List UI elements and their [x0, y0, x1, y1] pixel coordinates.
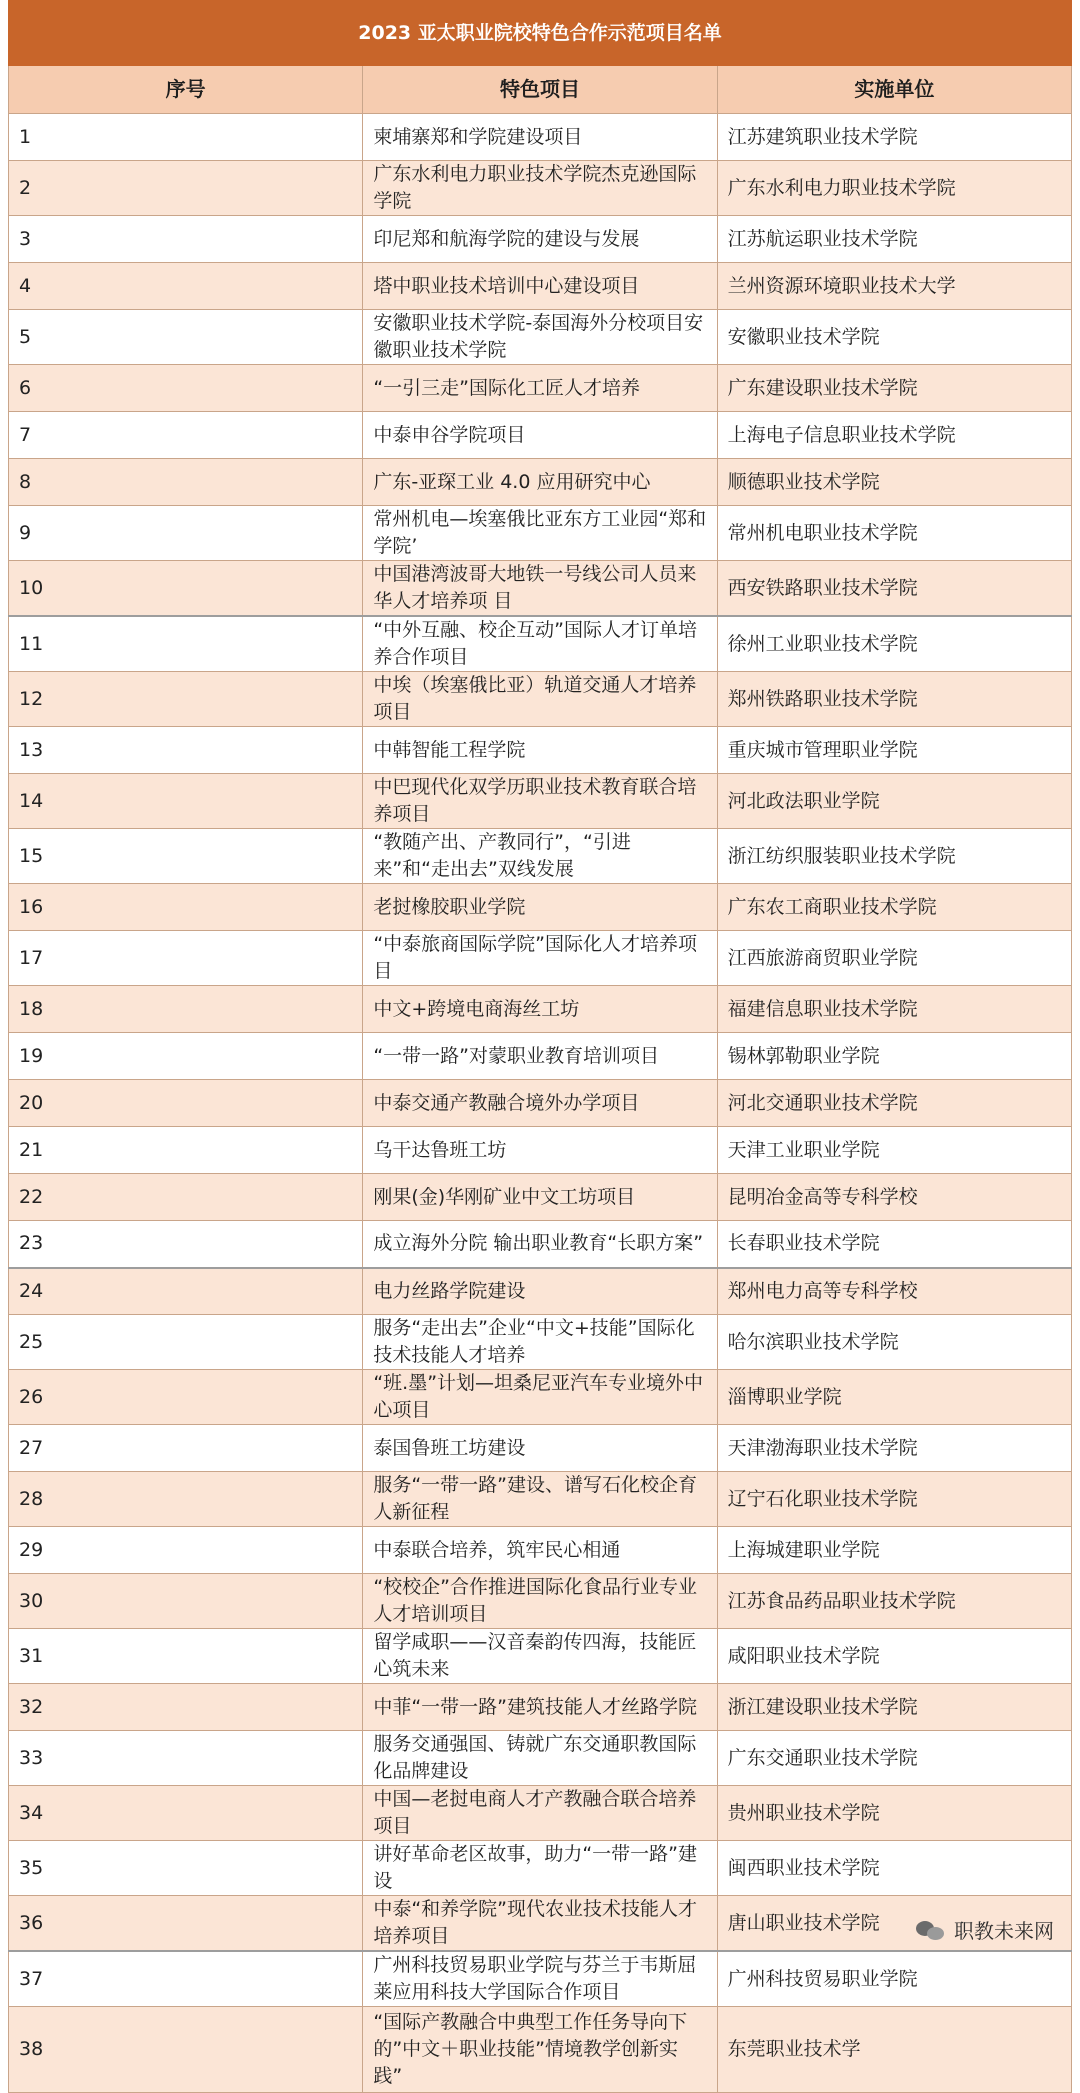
table-row	[9, 263, 1072, 310]
row-project: 泰国鲁班工坊建设	[363, 1425, 717, 1472]
row-unit: 闽西职业技术学院	[717, 1841, 1071, 1896]
table-title-row	[9, 1, 1072, 66]
row-project: 广东-亚琛工业 4.0 应用研究中心	[363, 459, 717, 506]
row-unit: 安徽职业技术学院	[717, 310, 1071, 365]
row-project: 中文+跨境电商海丝工坊	[363, 986, 717, 1033]
row-unit: 上海城建职业学院	[717, 1527, 1071, 1574]
table-row	[9, 412, 1072, 459]
table-row	[9, 986, 1072, 1033]
table-body	[9, 114, 1072, 2093]
row-index: 14	[9, 774, 363, 829]
row-unit: 江西旅游商贸职业学院	[717, 931, 1071, 986]
row-project: 中国—老挝电商人才产教融合联合培养项目	[363, 1786, 717, 1841]
row-index: 3	[9, 216, 363, 263]
table-row	[9, 1527, 1072, 1574]
row-index: 29	[9, 1527, 363, 1574]
row-project: 讲好革命老区故事，助力“一带一路”建设	[363, 1841, 717, 1896]
row-project: 电力丝路学院建设	[363, 1268, 717, 1315]
row-project: “班.墨”计划—坦桑尼亚汽车专业境外中心项目	[363, 1370, 717, 1425]
row-project: 中菲“一带一路”建筑技能人才丝路学院	[363, 1684, 717, 1731]
table-row	[9, 1221, 1072, 1268]
row-unit: 广东交通职业技术学院	[717, 1731, 1071, 1786]
row-project: 广东水利电力职业技术学院杰克逊国际学院	[363, 161, 717, 216]
table-row	[9, 1033, 1072, 1080]
row-index: 15	[9, 829, 363, 884]
row-index: 28	[9, 1472, 363, 1527]
row-unit: 重庆城市管理职业学院	[717, 727, 1071, 774]
row-unit: 兰州资源环境职业技术大学	[717, 263, 1071, 310]
header-unit: 实施单位	[717, 66, 1071, 114]
watermark	[916, 1915, 1054, 1944]
row-project: 服务“走出去”企业“中文+技能”国际化技术技能人才培养	[363, 1315, 717, 1370]
row-index: 34	[9, 1786, 363, 1841]
row-project: 老挝橡胶职业学院	[363, 884, 717, 931]
table-row	[9, 506, 1072, 561]
row-project: “教随产出、产教同行”，“引进来”和“走出去”双线发展	[363, 829, 717, 884]
row-project: 塔中职业技术培训中心建设项目	[363, 263, 717, 310]
row-index: 37	[9, 1951, 363, 2007]
project-table-sheet	[8, 0, 1072, 2093]
row-project: 中国港湾波哥大地铁一号线公司人员来华人才培养项 目	[363, 561, 717, 617]
table-row	[9, 561, 1072, 617]
wechat-icon	[916, 1919, 946, 1941]
row-index: 11	[9, 616, 363, 672]
table-row	[9, 1574, 1072, 1629]
row-project: 服务“一带一路”建设、谱写石化校企育人新征程	[363, 1472, 717, 1527]
table-row	[9, 727, 1072, 774]
row-project: 中泰申谷学院项目	[363, 412, 717, 459]
row-project: 中泰交通产教融合境外办学项目	[363, 1080, 717, 1127]
row-index: 21	[9, 1127, 363, 1174]
table-row	[9, 365, 1072, 412]
row-unit: 浙江建设职业技术学院	[717, 1684, 1071, 1731]
row-index: 33	[9, 1731, 363, 1786]
row-unit: 常州机电职业技术学院	[717, 506, 1071, 561]
row-unit: 广州科技贸易职业学院	[717, 1951, 1071, 2007]
row-project: “国际产教融合中典型工作任务导向下的”中文＋职业技能”情境教学创新实践”	[363, 2007, 717, 2093]
row-unit: 郑州铁路职业技术学院	[717, 672, 1071, 727]
row-unit: 江苏航运职业技术学院	[717, 216, 1071, 263]
row-project: “校校企”合作推进国际化食品行业专业人才培训项目	[363, 1574, 717, 1629]
row-unit: 锡林郭勒职业学院	[717, 1033, 1071, 1080]
row-unit: 天津工业职业学院	[717, 1127, 1071, 1174]
table-header-row	[9, 66, 1072, 114]
row-unit: 浙江纺织服装职业技术学院	[717, 829, 1071, 884]
row-project: 中巴现代化双学历职业技术教育联合培养项目	[363, 774, 717, 829]
row-index: 7	[9, 412, 363, 459]
row-index: 6	[9, 365, 363, 412]
row-index: 20	[9, 1080, 363, 1127]
table-row	[9, 1841, 1072, 1896]
row-project: 中泰联合培养，筑牢民心相通	[363, 1527, 717, 1574]
row-index: 35	[9, 1841, 363, 1896]
table-row	[9, 931, 1072, 986]
row-unit: 咸阳职业技术学院	[717, 1629, 1071, 1684]
project-table	[8, 0, 1072, 2093]
row-unit: 贵州职业技术学院	[717, 1786, 1071, 1841]
row-project: 广州科技贸易职业学院与芬兰于韦斯屈莱应用科技大学国际合作项目	[363, 1951, 717, 2007]
row-unit: 西安铁路职业技术学院	[717, 561, 1071, 617]
row-project: 印尼郑和航海学院的建设与发展	[363, 216, 717, 263]
row-index: 13	[9, 727, 363, 774]
table-row	[9, 1472, 1072, 1527]
row-index: 16	[9, 884, 363, 931]
row-index: 23	[9, 1221, 363, 1268]
table-row	[9, 161, 1072, 216]
table-title: 2023 亚太职业院校特色合作示范项目名单	[9, 1, 1072, 66]
table-row	[9, 1268, 1072, 1315]
table-row	[9, 114, 1072, 161]
table-row	[9, 1080, 1072, 1127]
row-unit: 福建信息职业技术学院	[717, 986, 1071, 1033]
table-row	[9, 1174, 1072, 1221]
row-unit: 长春职业技术学院	[717, 1221, 1071, 1268]
table-row	[9, 216, 1072, 263]
row-index: 25	[9, 1315, 363, 1370]
row-project: 中泰“和养学院”现代农业技术技能人才培养项目	[363, 1896, 717, 1952]
row-unit: 河北政法职业学院	[717, 774, 1071, 829]
row-index: 4	[9, 263, 363, 310]
table-row	[9, 672, 1072, 727]
row-unit: 唐山职业技术学院	[717, 1896, 1071, 1952]
row-unit: 广东建设职业技术学院	[717, 365, 1071, 412]
row-unit: 徐州工业职业技术学院	[717, 616, 1071, 672]
row-index: 19	[9, 1033, 363, 1080]
table-row	[9, 1896, 1072, 1952]
row-project: “一带一路”对蒙职业教育培训项目	[363, 1033, 717, 1080]
row-project: 刚果(金)华刚矿业中文工坊项目	[363, 1174, 717, 1221]
row-unit: 东莞职业技术学	[717, 2007, 1071, 2093]
row-unit: 顺德职业技术学院	[717, 459, 1071, 506]
row-index: 31	[9, 1629, 363, 1684]
row-unit: 江苏建筑职业技术学院	[717, 114, 1071, 161]
row-unit: 辽宁石化职业技术学院	[717, 1472, 1071, 1527]
row-unit: 广东农工商职业技术学院	[717, 884, 1071, 931]
table-row	[9, 1786, 1072, 1841]
row-index: 8	[9, 459, 363, 506]
row-index: 9	[9, 506, 363, 561]
row-project: 中韩智能工程学院	[363, 727, 717, 774]
row-index: 1	[9, 114, 363, 161]
table-row	[9, 310, 1072, 365]
row-index: 36	[9, 1896, 363, 1952]
row-project: 常州机电—埃塞俄比亚东方工业园“郑和学院’	[363, 506, 717, 561]
row-project: 乌干达鲁班工坊	[363, 1127, 717, 1174]
row-project: 中埃（埃塞俄比亚）轨道交通人才培养项目	[363, 672, 717, 727]
table-row	[9, 1315, 1072, 1370]
table-row	[9, 884, 1072, 931]
table-row	[9, 1370, 1072, 1425]
row-project: “中泰旅商国际学院”国际化人才培养项目	[363, 931, 717, 986]
table-row	[9, 1951, 1072, 2007]
row-index: 26	[9, 1370, 363, 1425]
table-row	[9, 616, 1072, 672]
row-unit: 天津渤海职业技术学院	[717, 1425, 1071, 1472]
row-unit: 河北交通职业技术学院	[717, 1080, 1071, 1127]
table-row	[9, 459, 1072, 506]
row-unit: 江苏食品药品职业技术学院	[717, 1574, 1071, 1629]
table-row	[9, 1684, 1072, 1731]
table-row	[9, 829, 1072, 884]
row-index: 22	[9, 1174, 363, 1221]
row-project: “中外互融、校企互动”国际人才订单培养合作项目	[363, 616, 717, 672]
table-row	[9, 1629, 1072, 1684]
row-index: 12	[9, 672, 363, 727]
table-row	[9, 1731, 1072, 1786]
watermark-text: 职教未来网	[954, 1919, 1054, 1943]
row-unit: 昆明冶金高等专科学校	[717, 1174, 1071, 1221]
row-unit: 上海电子信息职业技术学院	[717, 412, 1071, 459]
row-index: 10	[9, 561, 363, 617]
row-index: 38	[9, 2007, 363, 2093]
row-unit: 广东水利电力职业技术学院	[717, 161, 1071, 216]
row-index: 2	[9, 161, 363, 216]
row-project: 柬埔寨郑和学院建设项目	[363, 114, 717, 161]
table-row	[9, 2007, 1072, 2093]
row-index: 24	[9, 1268, 363, 1315]
row-index: 18	[9, 986, 363, 1033]
row-unit: 哈尔滨职业技术学院	[717, 1315, 1071, 1370]
row-index: 32	[9, 1684, 363, 1731]
row-project: 留学咸职——汉音秦韵传四海，技能匠心筑未来	[363, 1629, 717, 1684]
header-index: 序号	[9, 66, 363, 114]
row-unit: 郑州电力高等专科学校	[717, 1268, 1071, 1315]
table-row	[9, 1127, 1072, 1174]
table-row	[9, 774, 1072, 829]
row-index: 17	[9, 931, 363, 986]
table-row	[9, 1425, 1072, 1472]
row-project: 服务交通强国、铸就广东交通职教国际化品牌建设	[363, 1731, 717, 1786]
row-index: 5	[9, 310, 363, 365]
row-index: 30	[9, 1574, 363, 1629]
row-index: 27	[9, 1425, 363, 1472]
header-project: 特色项目	[363, 66, 717, 114]
row-unit: 淄博职业学院	[717, 1370, 1071, 1425]
row-project: 成立海外分院 输出职业教育“长职方案”	[363, 1221, 717, 1268]
row-project: 安徽职业技术学院-泰国海外分校项目安徽职业技术学院	[363, 310, 717, 365]
row-project: “一引三走”国际化工匠人才培养	[363, 365, 717, 412]
